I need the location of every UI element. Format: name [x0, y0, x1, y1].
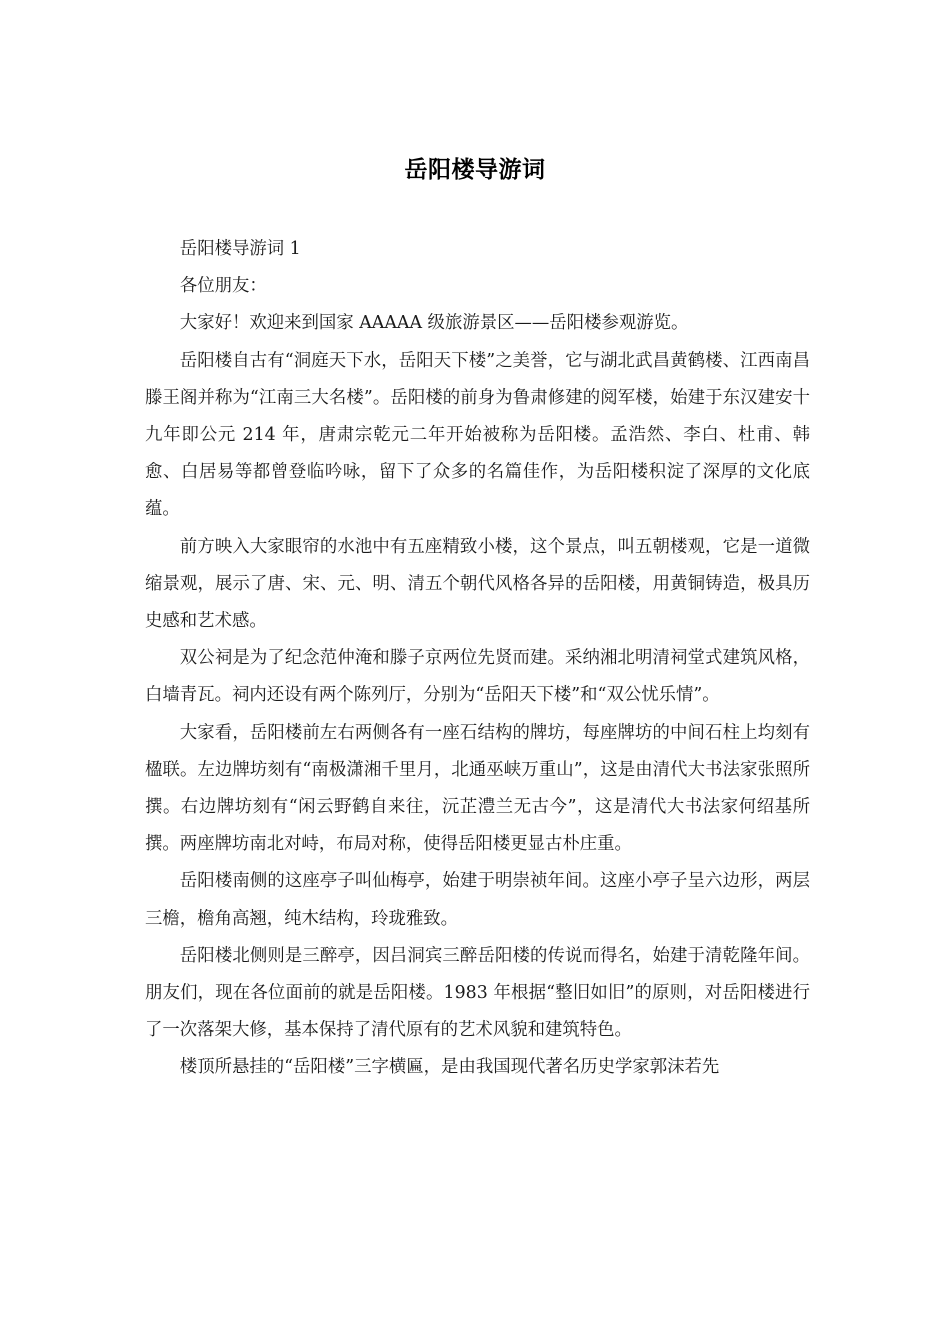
paragraph: 大家好！欢迎来到国家 AAAAA 级旅游景区——岳阳楼参观游览。 [179, 313, 689, 334]
paragraph: 岳阳楼自古有“洞庭天下水，岳阳天下楼”之美誉，它与湖北武昌黄鹤楼、江西南昌滕王阁并称为“江南三大名楼”。岳阳楼的前身为鲁肃修建的阅军楼，始建于东汉建安十九年即公元 214 年，唐肃宗乾元二年开始被称为岳阳楼。孟浩然、李白、杜甫、韩愈、白居易等都曾登临吟咏，留下了众多的名篇佳作，为岳阳楼积淀了深厚的文化底蕴。 [145, 350, 810, 520]
document-title: 岳阳楼导游词 [404, 157, 546, 183]
paragraph: 前方映入大家眼帘的水池中有五座精致小楼，这个景点，叫五朝楼观，它是一道微缩景观，展示了唐、宋、元、明、清五个朝代风格各异的岳阳楼，用黄铜铸造，极具历史感和艺术感。 [145, 536, 810, 632]
paragraph: 岳阳楼北侧则是三醉亭，因吕洞宾三醉岳阳楼的传说而得名，始建于清乾隆年间。朋友们，现在各位面前的就是岳阳楼。1983 年根据“整旧如旧”的原则，对岳阳楼进行了一次落架大修，基本保持了清代原有的艺术风貌和建筑特色。 [145, 945, 810, 1041]
paragraph: 各位朋友： [179, 276, 267, 297]
paragraph: 楼顶所悬挂的“岳阳楼”三字横匾，是由我国现代著名历史学家郭沫若先 [179, 1057, 720, 1078]
paragraph: 岳阳楼南侧的这座亭子叫仙梅亭，始建于明崇祯年间。这座小亭子呈六边形，两层三檐，檐角高翘，纯木结构，玲珑雅致。 [145, 871, 810, 929]
document-body [145, 231, 810, 1087]
paragraph: 岳阳楼导游词 1 [179, 239, 301, 259]
paragraph: 双公祠是为了纪念范仲淹和滕子京两位先贤而建。采纳湘北明清祠堂式建筑风格，白墙青瓦。祠内还设有两个陈列厅，分别为“岳阳天下楼”和“双公忧乐情”。 [145, 648, 810, 706]
paragraph: 大家看，岳阳楼前左右两侧各有一座石结构的牌坊，每座牌坊的中间石柱上均刻有楹联。左边牌坊刻有“南极潇湘千里月，北通巫峡万重山”，这是由清代大书法家张照所撰。右边牌坊刻有“闲云野鹤自来往，沅芷澧兰无古今”，这是清代大书法家何绍基所撰。两座牌坊南北对峙，布局对称，使得岳阳楼更显古朴庄重。 [145, 722, 810, 855]
